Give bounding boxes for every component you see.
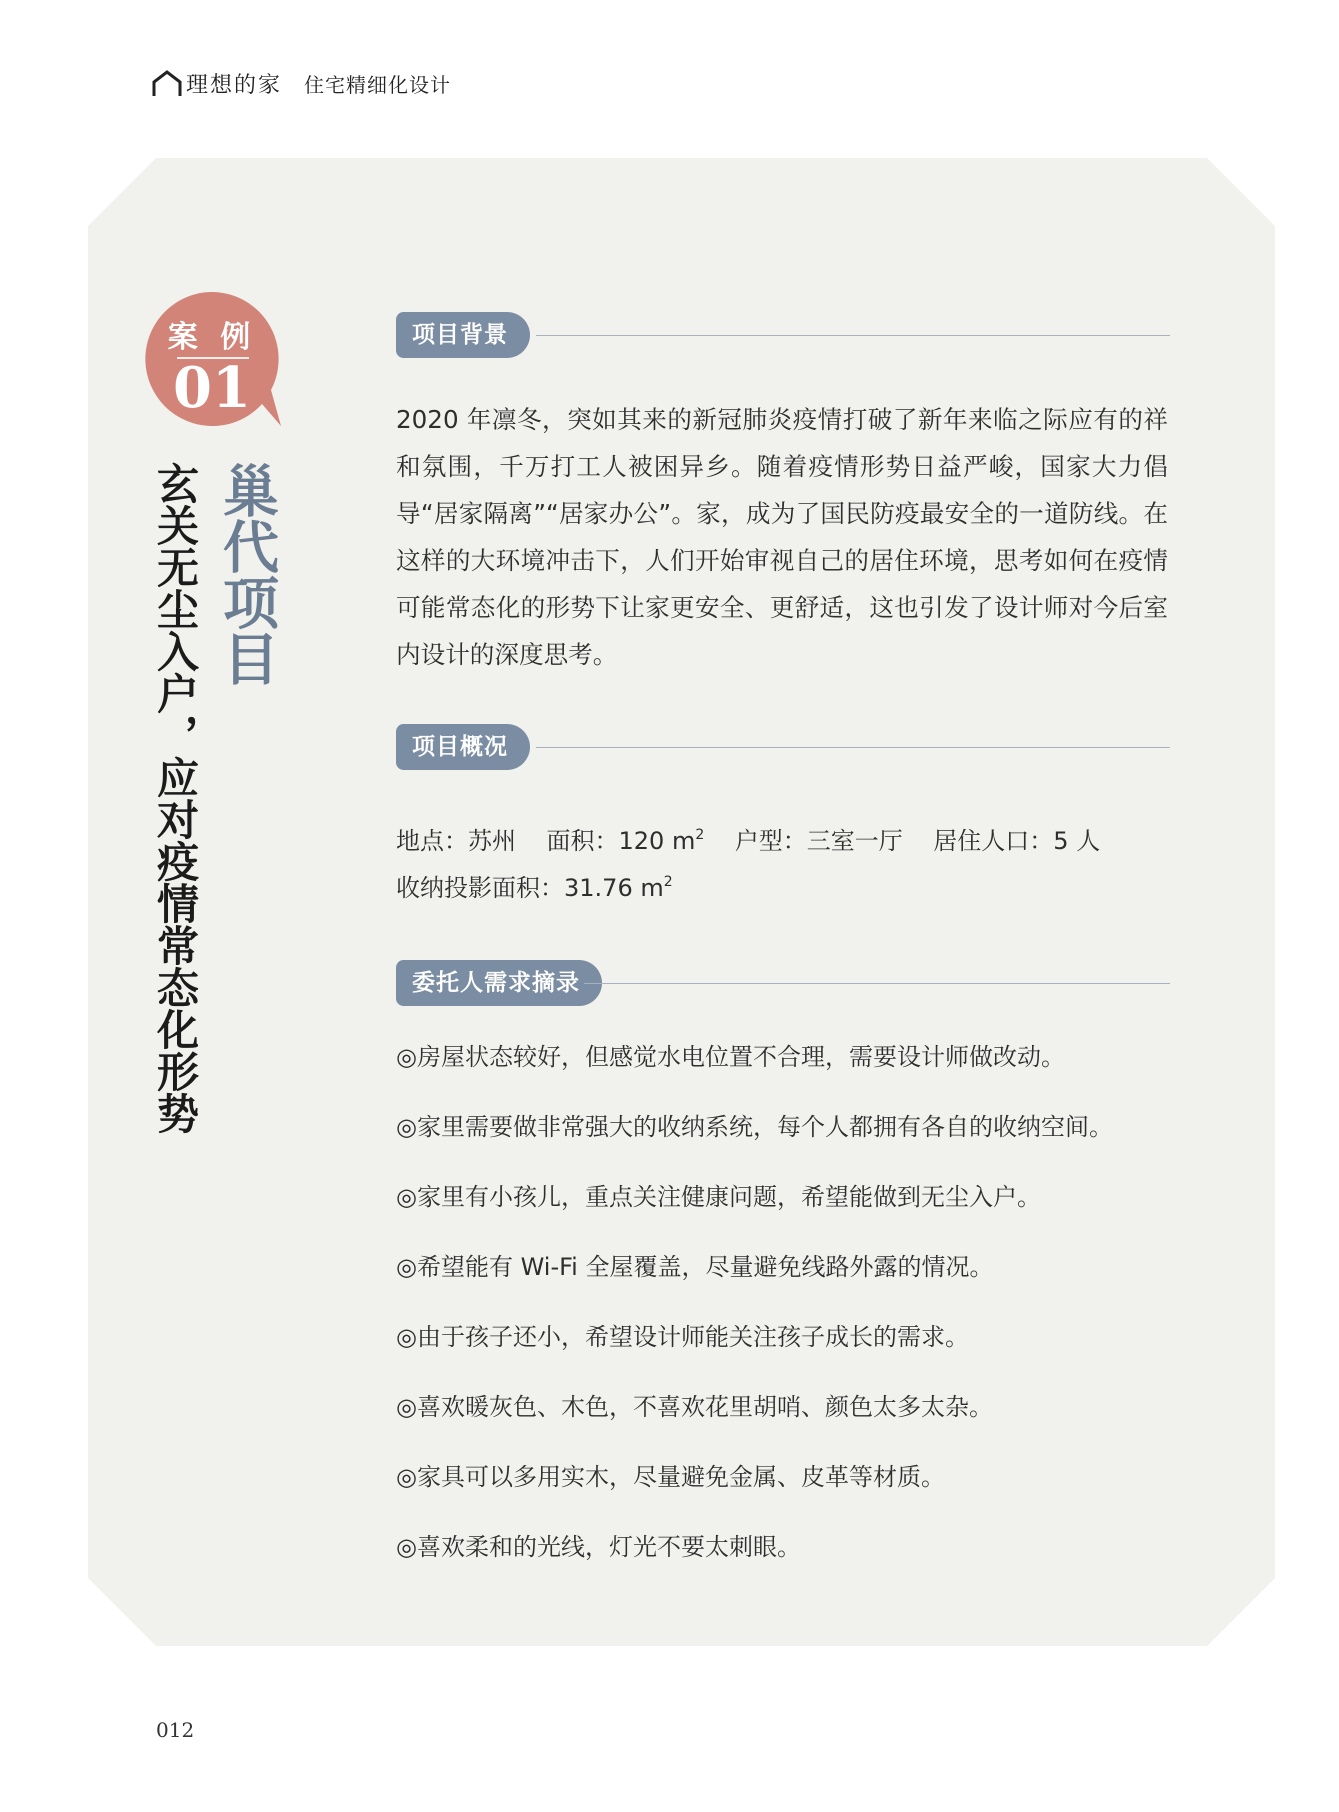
storage-area-value: 31.76 m (564, 874, 664, 902)
area-value: 120 m (618, 827, 696, 855)
requirements-list (396, 1042, 1113, 1602)
case-title: 玄关无尘入户，应对疫情常态化形势 (151, 462, 200, 1134)
list-item: ◎喜欢暖灰色、木色，不喜欢花里胡哨、颜色太多太杂。 (396, 1393, 993, 1421)
list-item: ◎家里有小孩儿，重点关注健康问题，希望能做到无尘入户。 (396, 1183, 1041, 1211)
case-number: 01 (173, 355, 251, 421)
page-number: 012 (156, 1718, 195, 1742)
case-label: 案 例 (167, 320, 257, 355)
book-subtitle: 住宅精细化设计 (304, 73, 452, 97)
overview-line-1: 地点：苏州 面积：120 $m^2$ 户型：三室一厅 居住人口：5 人 (396, 827, 1101, 855)
background-paragraph: 2020 年凛冬，突如其来的新冠肺炎疫情打破了新年来临之际应有的祥和氛围，千万打工人被困异乡。随着疫情形势日益严峻，国家大力倡导“居家隔离”“居家办公”。家，成为了国民防疫最安全的一道防线。在这样的大环境冲击下，人们开始审视自己的居住环境，思考如何在疫情可能常态化的形势下让家更安全、更舒适，这也引发了设计师对今后室内设计的深度思考。 (396, 405, 1168, 669)
section-rule (536, 335, 1170, 336)
project-name: 巢代项目 (214, 462, 279, 686)
section-pill: 项目背景 (396, 312, 530, 358)
overview-line-2: 收纳投影面积：31.76 $m^2$ (396, 874, 673, 902)
house-roof-icon (152, 70, 182, 98)
list-item: ◎家具可以多用实木，尽量避免金属、皮革等材质。 (396, 1463, 945, 1491)
list-item: ◎房屋状态较好，但感觉水电位置不合理，需要设计师做改动。 (396, 1043, 1065, 1071)
running-header (152, 68, 451, 99)
layout-value: 三室一厅 (806, 827, 903, 855)
list-item: ◎家里需要做非常强大的收纳系统，每个人都拥有各自的收纳空间。 (396, 1113, 1113, 1141)
section-pill: 委托人需求摘录 (396, 960, 602, 1006)
book-title: 理想的家 (186, 73, 283, 98)
section-pill: 项目概况 (396, 724, 530, 770)
residents-value: 5 人 (1053, 827, 1101, 855)
section-rule (536, 747, 1170, 748)
list-item: ◎由于孩子还小，希望设计师能关注孩子成长的需求。 (396, 1323, 969, 1351)
list-item: ◎希望能有 Wi-Fi 全屋覆盖，尽量避免线路外露的情况。 (396, 1253, 994, 1281)
location-value: 苏州 (468, 827, 516, 855)
section-rule (584, 983, 1170, 984)
list-item: ◎喜欢柔和的光线，灯光不要太刺眼。 (396, 1533, 801, 1561)
